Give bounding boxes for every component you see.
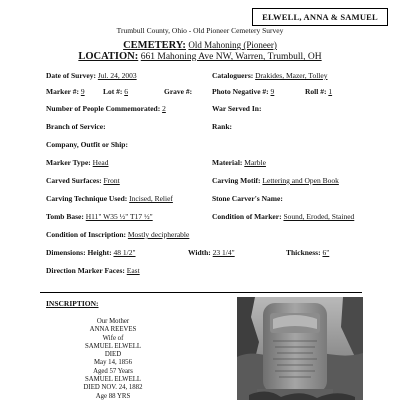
- material-label: Material:: [212, 158, 243, 167]
- marker-label: Marker #:: [46, 87, 79, 96]
- war-label: War Served In:: [212, 104, 262, 113]
- grave-label: Grave #:: [164, 87, 193, 96]
- roll-number: [305, 87, 332, 96]
- lot-label: Lot #:: [103, 87, 123, 96]
- photo-negative-label: Photo Negative #:: [212, 87, 269, 96]
- location-line: [0, 51, 400, 62]
- roll-value: 1: [328, 87, 333, 96]
- cataloguers-value: Drakides, Mazer, Tolley: [255, 71, 328, 80]
- direction-marker-faces: [46, 266, 140, 275]
- inscription-line: Wife of: [102, 334, 124, 342]
- dimensions-thickness: [286, 248, 329, 257]
- company-outfit-ship: [46, 140, 128, 149]
- cataloguers: [212, 71, 327, 80]
- company-label: Company, Outfit or Ship:: [46, 140, 128, 149]
- inscription-line: DIED NOV. 24, 1882: [83, 384, 143, 392]
- carving-technique-value: Incised, Relief: [129, 194, 173, 203]
- rank: [212, 122, 232, 131]
- dimensions-width: [188, 248, 235, 257]
- dimensions-height: [46, 248, 136, 257]
- inscription-line: ANNA REEVES: [89, 326, 137, 334]
- people-value: 2: [162, 104, 166, 113]
- cemetery-value: Old Mahoning (Pioneer): [188, 40, 277, 50]
- stone-carver: [212, 194, 283, 203]
- tomb-base-value: H11" W35 ½" T17 ½": [85, 212, 153, 221]
- location-label: LOCATION:: [78, 51, 139, 62]
- name-box: ELWELL, ANNA & SAMUEL: [252, 8, 388, 26]
- date-value: Jul. 24, 2003: [97, 71, 137, 80]
- width-label: Width:: [188, 248, 211, 257]
- tomb-base: [46, 212, 153, 221]
- date-of-survey: [46, 71, 137, 80]
- marker-type: [46, 158, 109, 167]
- carved-surfaces-value: Front: [103, 176, 120, 185]
- grave-number: [164, 87, 192, 96]
- material: [212, 158, 266, 167]
- war-served: [212, 104, 261, 113]
- carving-technique: [46, 194, 173, 203]
- section-divider: [40, 292, 362, 293]
- inscription-line: SAMUEL ELWELL: [84, 376, 142, 384]
- tomb-base-label: Tomb Base:: [46, 212, 84, 221]
- direction-value: East: [126, 266, 140, 275]
- marker-type-value: Head: [92, 158, 109, 167]
- lot-number: [103, 87, 128, 96]
- inscription-line: DIED: [104, 351, 122, 359]
- cemetery-label: CEMETERY:: [123, 40, 186, 51]
- thickness-value: 6": [322, 248, 330, 257]
- people-label: Number of People Commemorated:: [46, 104, 161, 113]
- dimensions-label: Dimensions: Height:: [46, 248, 112, 257]
- carving-motif: [212, 176, 339, 185]
- rank-label: Rank:: [212, 122, 233, 131]
- material-value: Marble: [244, 158, 266, 167]
- inscription-line: Our Mother: [96, 318, 130, 325]
- inscription-line: May 14, 1856: [94, 359, 132, 367]
- carved-surfaces: [46, 176, 120, 185]
- condition-marker-label: Condition of Marker:: [212, 212, 282, 221]
- inscription-line: Aged 57 Years: [93, 367, 133, 375]
- condition-of-inscription: [46, 230, 189, 239]
- thickness-label: Thickness:: [286, 248, 321, 257]
- cataloguers-label: Cataloguers:: [212, 71, 254, 80]
- survey-title: Trumbull County, Ohio - Old Pioneer Cemetery Survey: [116, 26, 284, 35]
- carving-motif-label: Carving Motif:: [212, 176, 261, 185]
- gravestone-photo-image: [237, 297, 363, 400]
- direction-label: Direction Marker Faces:: [46, 266, 125, 275]
- stone-carver-label: Stone Carver's Name:: [212, 194, 283, 203]
- width-value: 23 1/4": [212, 248, 235, 257]
- carved-surfaces-label: Carved Surfaces:: [46, 176, 102, 185]
- condition-of-marker: [212, 212, 354, 221]
- condition-marker-value: Sound, Eroded, Stained: [283, 212, 355, 221]
- marker-value: 9: [80, 87, 85, 96]
- roll-label: Roll #:: [305, 87, 327, 96]
- inscription-line: SAMUEL ELWELL: [84, 342, 142, 350]
- inscription-line: Age 88 YRS: [95, 392, 131, 400]
- location-value: 661 Mahoning Ave NW, Warren, Trumbull, OH: [140, 52, 322, 62]
- inscription-label: INSCRIPTION:: [46, 299, 99, 308]
- dimensions-value: 48 1/2": [113, 248, 136, 257]
- photo-negative-value: 9: [270, 87, 275, 96]
- photo-negative: [212, 87, 274, 96]
- people-commemorated: [46, 104, 166, 113]
- carving-motif-value: Lettering and Open Book: [262, 176, 339, 185]
- marker-type-label: Marker Type:: [46, 158, 91, 167]
- gravestone-photo: [237, 297, 363, 400]
- branch-of-service: [46, 122, 106, 131]
- carving-technique-label: Carving Technique Used:: [46, 194, 128, 203]
- lot-value: 6: [124, 87, 128, 96]
- date-label: Date of Survey:: [46, 71, 96, 80]
- inscription-text: [58, 318, 168, 401]
- branch-label: Branch of Service:: [46, 122, 106, 131]
- condition-inscription-label: Condition of Inscription:: [46, 230, 127, 239]
- condition-inscription-value: Mostly decipherable: [127, 230, 190, 239]
- marker-number: [46, 87, 85, 96]
- cemetery-line: [0, 40, 400, 51]
